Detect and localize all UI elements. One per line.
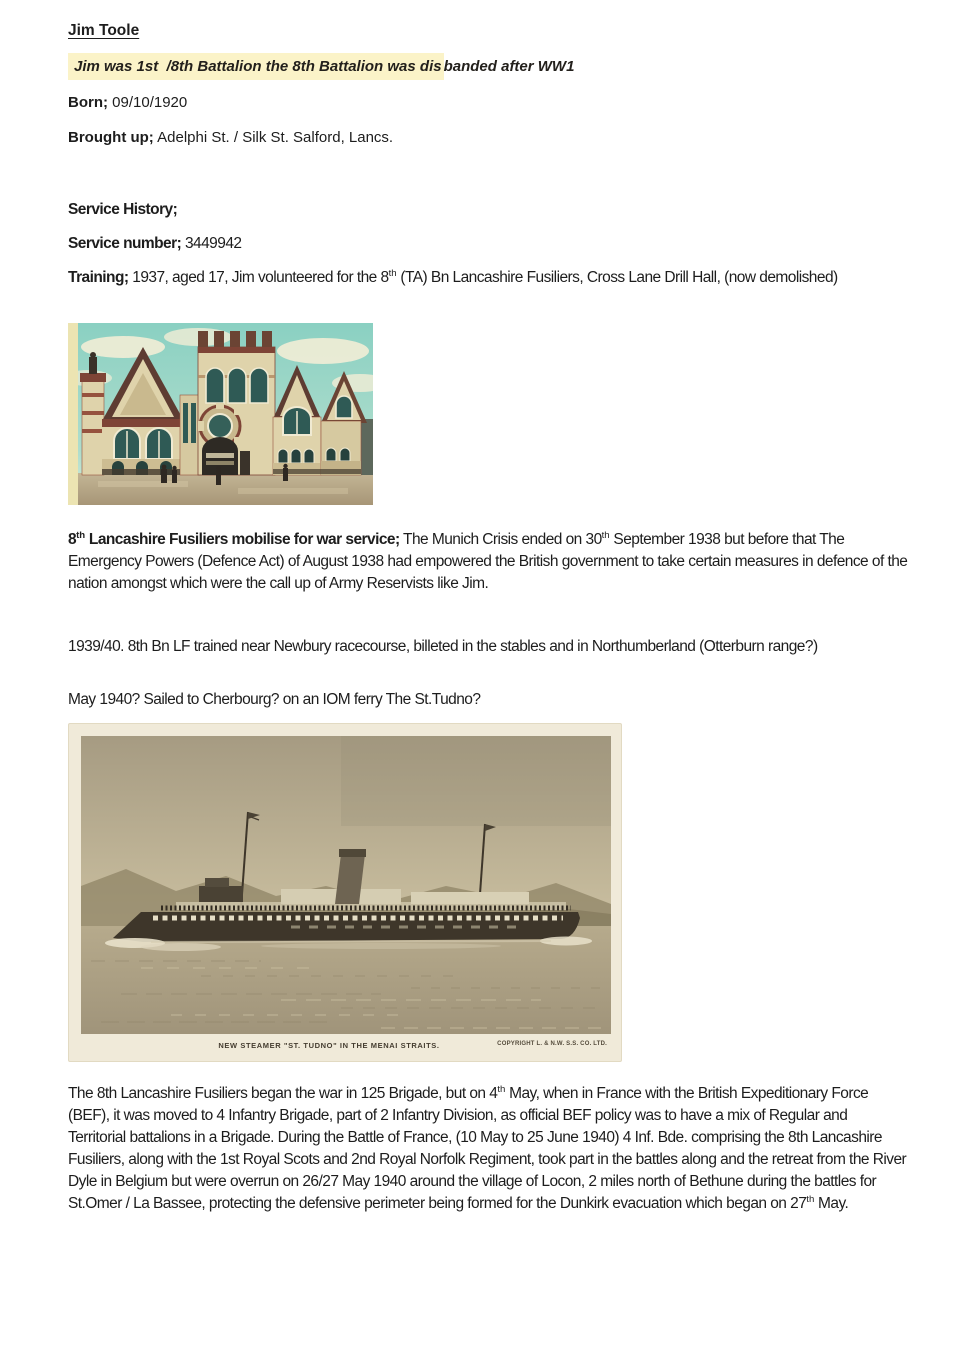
mobilise-body-text-2: September 1938 but before that The Emergency Powers (Defence Act) of August 1938 had empowered the British government to take certain measures in defence of the nation amongst which were the call up of Army Reservists like Jim. <box>68 531 908 592</box>
final-sup-1: th <box>497 1083 506 1095</box>
training-paragraph <box>68 267 908 289</box>
training-text-2: (TA) Bn Lancashire Fusiliers, Cross Lane Drill Hall, (now demolished) <box>396 269 838 286</box>
st-tudno-postcard-image <box>68 723 622 1062</box>
mobilise-heading-text: 8 <box>68 531 77 548</box>
mobilise-body-text: The Munich Crisis ended on 30 <box>399 531 602 548</box>
training-1939-paragraph: 1939/40. 8th Bn LF trained near Newbury racecourse, billeted in the stables and in Northumberland (Otterburn range?) <box>68 638 818 655</box>
service-number-line <box>68 233 908 255</box>
final-history-paragraph <box>68 1083 908 1215</box>
final-text-3: May. <box>814 1195 849 1212</box>
page-title-text: Jim Toole <box>68 22 140 39</box>
brought-up-value: Adelphi St. / Silk St. Salford, Lancs. <box>153 129 394 146</box>
final-text-1: The 8th Lancashire Fusiliers began the war in 125 Brigade, but on 4 <box>68 1085 498 1102</box>
mobilise-paragraph <box>68 529 908 595</box>
drill-hall-illustration <box>68 323 373 505</box>
note-rest: banded after WW1 <box>443 58 575 75</box>
born-label: Born; <box>68 94 108 111</box>
service-number-value: 3449942 <box>181 235 242 252</box>
mobilise-body-sup: th <box>601 529 610 541</box>
mobilise-heading-text-2: Lancashire Fusiliers mobilise for war service; <box>85 531 400 548</box>
brought-up-label: Brought up; <box>68 129 154 146</box>
may-1940-line: May 1940? Sailed to Cherbourg? on an IOM ferry The St.Tudno? <box>68 691 481 708</box>
born-value: 09/10/1920 <box>108 94 188 111</box>
ship-caption: NEW STEAMER "ST. TUDNO" IN THE MENAI STRAITS. <box>218 1041 440 1050</box>
training-superscript: th <box>388 267 397 279</box>
page-title <box>68 22 908 40</box>
st-tudno-photo-illustration <box>81 736 611 1034</box>
final-sup-2: th <box>806 1193 815 1205</box>
born-line <box>68 94 908 111</box>
ship-caption-row <box>69 1041 622 1059</box>
training-label: Training; <box>68 269 129 286</box>
final-text-2: May, when in France with the British Expeditionary Force (BEF), it was moved to 4 Infantry Brigade, part of 2 Infantry Division, as official BEF policy was to have a mix of Regular and Territorial battalions in a Brigade. During the Battle of France, (10 May to 25 June 1940) 4 Inf. Bde. comprising the 8th Lancashire Fusiliers, along with the 1st Royal Scots and 2nd Royal Norfolk Regiment, took part in the battles along and the retreat from the River Dyle in Belgium but were overrun on 26/27 May 1940 around the village of Locon, 2 miles north of Bethune during the battles for St.Omer / La Bassee, protecting the defensive perimeter being formed for the Dunkirk evacuation which began on 27 <box>68 1085 907 1212</box>
service-history-heading: Service History; <box>68 201 178 218</box>
ship-copyright: COPYRIGHT L. & N.W. S.S. CO. LTD. <box>497 1041 607 1047</box>
training-text: 1937, aged 17, Jim volunteered for the 8 <box>128 269 389 286</box>
drill-hall-postcard-image <box>68 323 373 505</box>
mobilise-heading-sup: th <box>76 529 86 541</box>
highlighted-text: Jim was 1st /8th Battalion the 8th Battalion was dis <box>68 53 444 80</box>
brought-up-line <box>68 129 908 146</box>
battalion-note <box>68 58 908 75</box>
mobilise-heading <box>68 531 400 548</box>
service-number-label: Service number; <box>68 235 182 252</box>
